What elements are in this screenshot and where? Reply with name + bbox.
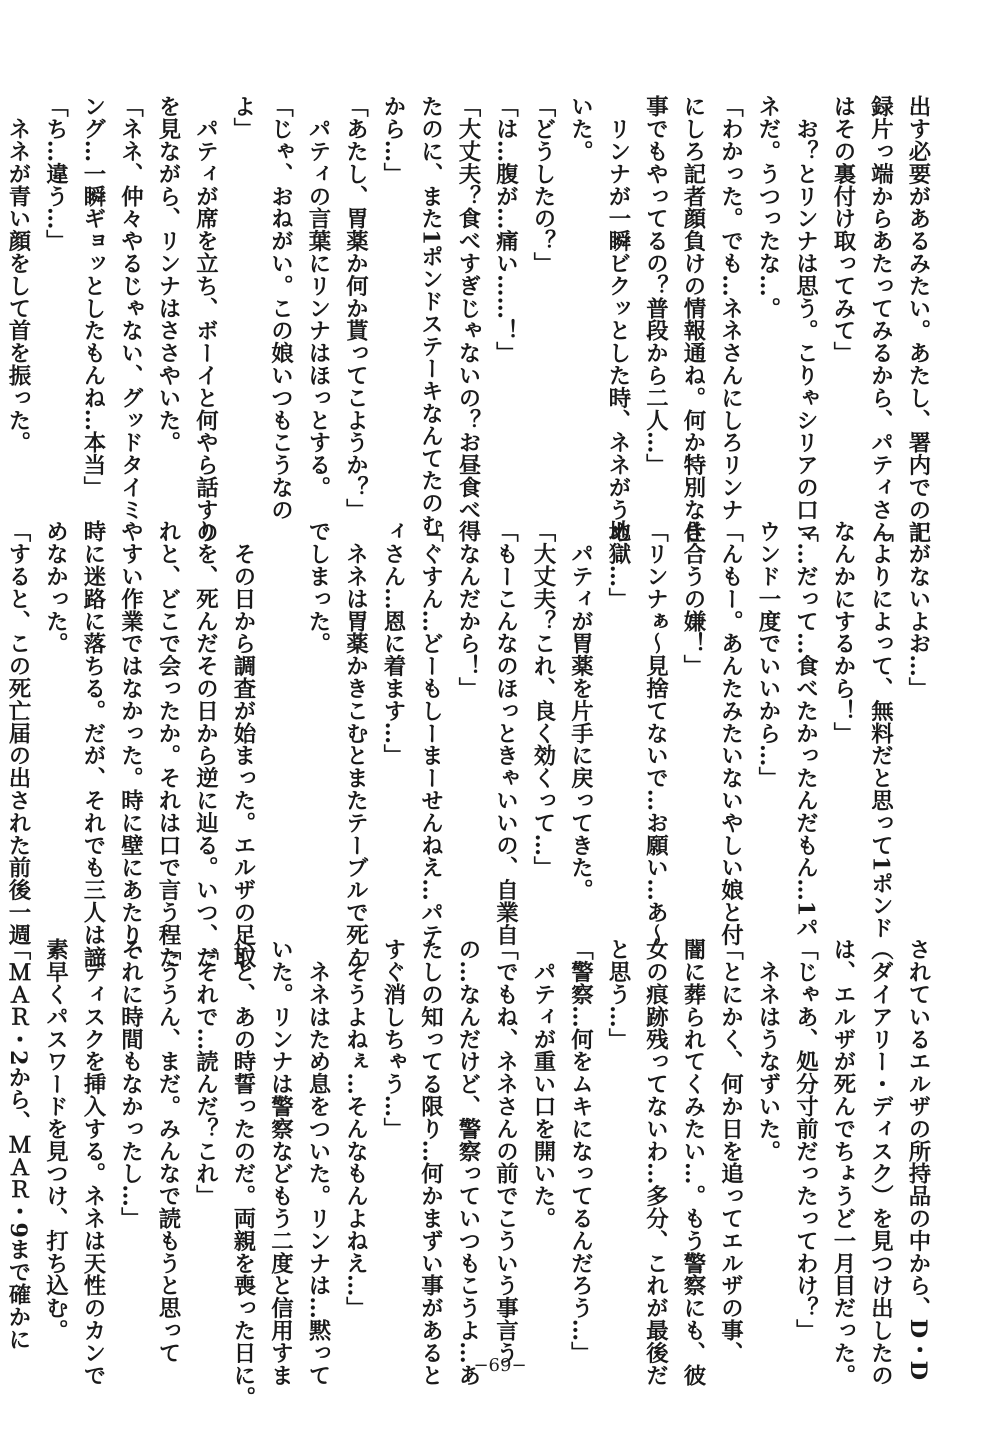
text-column: よ」 (230, 95, 256, 140)
text-column: すぐ消しちゃう…」 (380, 938, 406, 1140)
text-column: いと、あの時誓ったのだ。両親を喪った日に。 (230, 938, 256, 1409)
text-column: たしの知ってる限り…何かまずい事があると (417, 938, 444, 1386)
text-column: たのに、また1ポンドステーキなんてたのむ (417, 95, 444, 537)
text-column: ーがないよお…」 (905, 520, 931, 700)
text-tier-top (5, 95, 931, 543)
text-column: お？とリンナは思う。こりゃシリアの口マ (792, 95, 819, 543)
text-column: 「ネネ、仲々やるじゃない、グッドタイミ (117, 95, 144, 521)
text-column: 闇に葬られてくみたい…。もう警察にも、彼 (680, 938, 706, 1386)
text-column: されているエルザの所持品の中から、D・D (905, 938, 931, 1381)
text-column: ウンド一度でいいから…」 (755, 520, 781, 789)
text-column: めなかった。 (42, 520, 69, 655)
text-column: 女の痕跡残ってないわ…多分、これが最後だ (642, 938, 669, 1386)
text-column: ディスクを挿入する。ネネは天性のカンで (80, 938, 106, 1386)
text-column: ネネが青い顔をして首を振った。 (5, 95, 31, 454)
text-column: 「どうしたの？」 (530, 95, 556, 275)
text-column (268, 520, 293, 918)
text-column: 「よりによって、無料だと思って1ポンド (867, 520, 894, 939)
text-column: いた。 (567, 95, 594, 163)
text-column: 「警察…何をムキになってるんだろう…」 (567, 938, 594, 1364)
text-column: ネだ。うつったな…。 (755, 95, 781, 319)
text-column: 地獄…」 (605, 520, 631, 610)
text-column: 「ち…違う…」 (42, 95, 69, 252)
text-column: 「んもー。あんたみたいないやしい娘と付 (717, 520, 744, 946)
text-column: 「大丈夫？食べすぎじゃないの？お昼食べ (455, 95, 481, 521)
text-column: き合うの嫌！」 (680, 520, 706, 677)
text-column: ネネはため息をついた。リンナは…黙って (305, 938, 331, 1386)
text-column: はその裏付け取ってみて」 (830, 95, 856, 364)
text-column: は、エルザが死んでちょうど一月目だった。 (830, 938, 856, 1386)
page-number: −69− (473, 1355, 527, 1376)
text-column: ネネはうなずいた。 (755, 938, 781, 1162)
text-column: を見ながら、リンナはささやいた。 (155, 95, 181, 454)
text-column: れと、どこで会ったか。それは口で言う程た (155, 520, 181, 968)
text-column: いた。リンナは警察などもう二度と信用すま (267, 938, 294, 1386)
text-column: （ダイアリー・ディスク）を見つけ出したの (867, 938, 894, 1386)
text-column: から…」 (380, 95, 406, 185)
text-column: パティが胃薬を片手に戻ってきた。 (567, 520, 594, 901)
text-column: ィさん…恩に着ます…」 (380, 520, 406, 767)
text-column: にしろ記者顔負けの情報通ね。何か特別な仕 (680, 95, 706, 543)
text-column: 「リンナぁ〜見捨てないで…お願い…あ〜 (642, 520, 669, 946)
text-column: 「ううん、まだ。みんなで読もうと思って (155, 938, 181, 1364)
text-column: 録片っ端からあたってみるから、パティさん (867, 95, 894, 543)
text-column: と思う…」 (605, 938, 631, 1050)
text-column: 「あたし、胃薬か何か貰ってこようか？」 (342, 95, 369, 521)
text-column: その日から調査が始まった。エルザの足取 (230, 520, 256, 968)
text-column: パティが席を立ち、ボーイと何やら話すの (192, 95, 219, 543)
text-column: 時に迷路に落ちる。だが、それでも三人は諦 (80, 520, 106, 968)
text-column: 「じゃあ、処分寸前だったってわけ？」 (792, 938, 819, 1342)
text-column: 事でもやってるの？普段から二人…」 (642, 95, 669, 476)
text-column: ネネは胃薬かきこむとまたテーブルで死ん (342, 520, 369, 968)
text-column: 「ＭＡＲ・2から、ＭＡＲ・9まで確かに (5, 938, 31, 1350)
text-column: なんかにするから！」 (830, 520, 856, 744)
text-column: りを、死んだその日から逆に辿る。いつ、だ (192, 520, 219, 968)
text-column: でしまった。 (305, 520, 331, 655)
text-column: 出す必要があるみたい。あたし、署内での記 (905, 95, 931, 543)
text-column: それに時間もなかったし…」 (117, 938, 144, 1230)
text-column: 「そうよねぇ…そんなもんよねえ…」 (342, 938, 369, 1319)
text-tier-middle (5, 520, 931, 968)
text-column: パティが重い口を開いた。 (530, 938, 556, 1230)
text-column: 「大丈夫？これ、良く効くって…」 (530, 520, 556, 879)
text-column: パティの言葉にリンナはほっとする。 (305, 95, 331, 499)
text-column: 「とにかく、何か日を追ってエルザの事、 (717, 938, 744, 1364)
text-column: 「じゃ、おねがい。この娘いつもこうなの (267, 95, 294, 521)
text-column: 「すると、この死亡届の出された前後一週 (5, 520, 31, 946)
text-column: 「でもね、ネネさんの前でこういう事言う (492, 938, 519, 1364)
text-column: ング…一瞬ギョッとしたもんね…本当」 (80, 95, 106, 499)
text-column: 「…だって…食べたかったんだもん…1パ (792, 520, 819, 939)
text-column: 「わかった。でも…ネネさんにしろリンナ (717, 95, 744, 521)
text-column: リンナが一瞬ビクッとした時、ネネがうめ (605, 95, 631, 543)
text-column: 得なんだから！」 (455, 520, 481, 700)
text-column: 「それで…読んだ？これ」 (192, 938, 219, 1207)
text-column: 「ぐすん…どーもしーまーせんねえ…パテ (417, 520, 444, 946)
text-column: 「もーこんなのほっときゃいいの、自業自 (492, 520, 519, 946)
text-column: の…なんだけど、警察っていつもこうよ…あ (455, 938, 481, 1386)
text-column: 「は…腹が…痛い……！」 (492, 95, 519, 364)
text-column: 素早くパスワードを見つけ、打ち込む。 (42, 938, 69, 1342)
text-column: やすい作業ではなかった。時に壁にあたり、 (117, 520, 144, 968)
